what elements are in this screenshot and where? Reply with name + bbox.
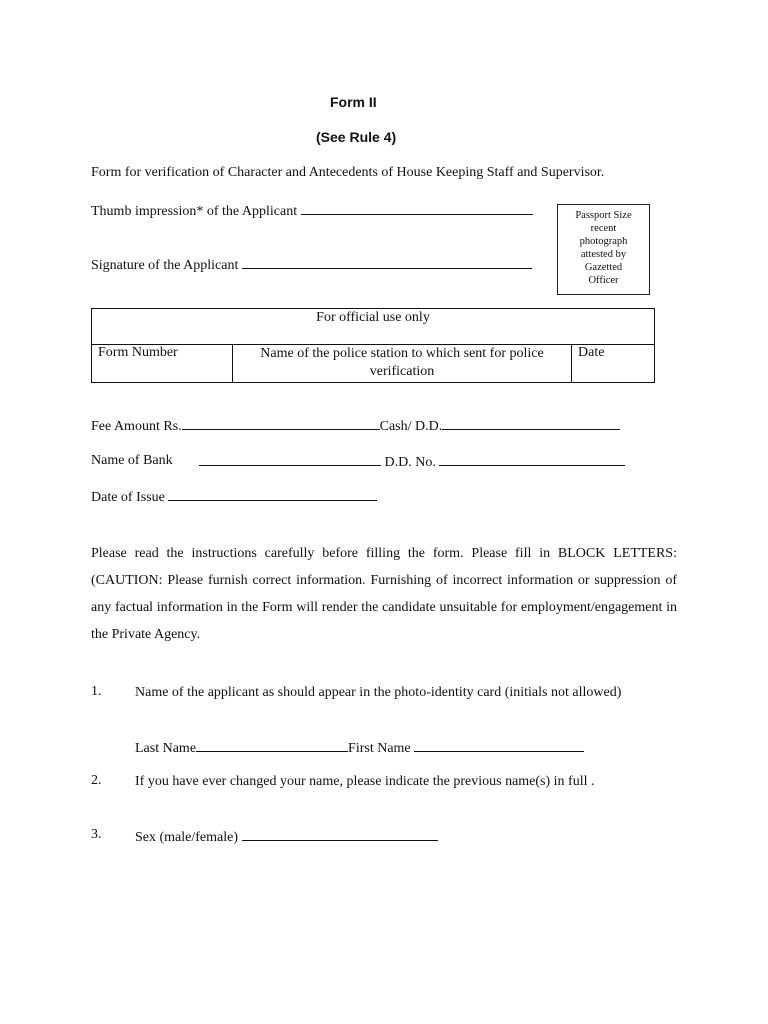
form-description: Form for verification of Character and Antecedents of House Keeping Staff and Supervisor. [91, 165, 605, 180]
cash-dd-field[interactable] [442, 416, 620, 430]
dd-no-field[interactable] [439, 452, 625, 466]
photo-box-line: recent [590, 223, 617, 234]
date-cell: Date [572, 345, 655, 383]
bank-name-field[interactable] [199, 452, 381, 466]
fee-row [91, 416, 620, 436]
cash-dd-label: Cash/ D.D. [379, 419, 443, 434]
bank-row-fields [199, 452, 625, 472]
photo-box-line: Officer [588, 275, 619, 286]
item-number: 2. [91, 773, 102, 788]
form-title: Form II [330, 94, 377, 110]
item-number: 1. [91, 684, 102, 699]
passport-photo-box [557, 204, 650, 295]
sex-field[interactable] [242, 827, 438, 841]
official-use-header: For official use only [92, 309, 655, 345]
first-name-label: First Name [348, 741, 411, 756]
bank-name-label: Name of Bank [91, 453, 173, 468]
last-name-label: Last Name [135, 741, 197, 756]
official-use-table [91, 308, 655, 383]
last-name-field[interactable] [196, 738, 348, 752]
item-number: 3. [91, 827, 102, 842]
issue-date-row [91, 487, 377, 507]
bank-row [91, 452, 173, 470]
sex-row [135, 827, 438, 847]
photo-box-line: attested by [580, 249, 627, 260]
item-text: Name of the applicant as should appear in the photo-identity card (initials not allowed) [135, 685, 622, 700]
signature-field[interactable] [242, 255, 532, 269]
photo-box-line: photograph [579, 236, 628, 247]
rule-reference: (See Rule 4) [316, 129, 397, 145]
date-of-issue-label: Date of Issue [91, 490, 165, 505]
police-station-cell: Name of the police station to which sent for police verification [233, 345, 572, 383]
dd-no-label: D.D. No. [384, 455, 436, 470]
fee-amount-field[interactable] [182, 416, 380, 430]
photo-box-line: Passport Size [575, 210, 632, 221]
date-of-issue-field[interactable] [168, 487, 377, 501]
item-text: Sex (male/female) [135, 830, 239, 845]
signature-label: Signature of the Applicant [91, 258, 239, 273]
photo-box-line: Gazetted [584, 262, 623, 273]
form-number-cell: Form Number [92, 345, 233, 383]
fee-amount-label: Fee Amount Rs. [91, 419, 182, 434]
thumb-impression-field[interactable] [301, 201, 533, 215]
name-fields-row [135, 738, 584, 758]
instructions-paragraph: Please read the instructions carefully before filling the form. Please fill in BLOCK LETTERS: (CAUTION: Please furnish correct information. Furnishing of incorrect information or suppression of any factual information in the Form will render the candidate unsuitable for employment/engagement in the Private Agency. [91, 546, 677, 642]
thumb-impression-label: Thumb impression* of the Applicant [91, 204, 298, 219]
thumb-impression-row [91, 201, 533, 221]
item-text: If you have ever changed your name, please indicate the previous name(s) in full . [135, 774, 595, 789]
signature-row [91, 255, 532, 275]
first-name-field[interactable] [414, 738, 584, 752]
